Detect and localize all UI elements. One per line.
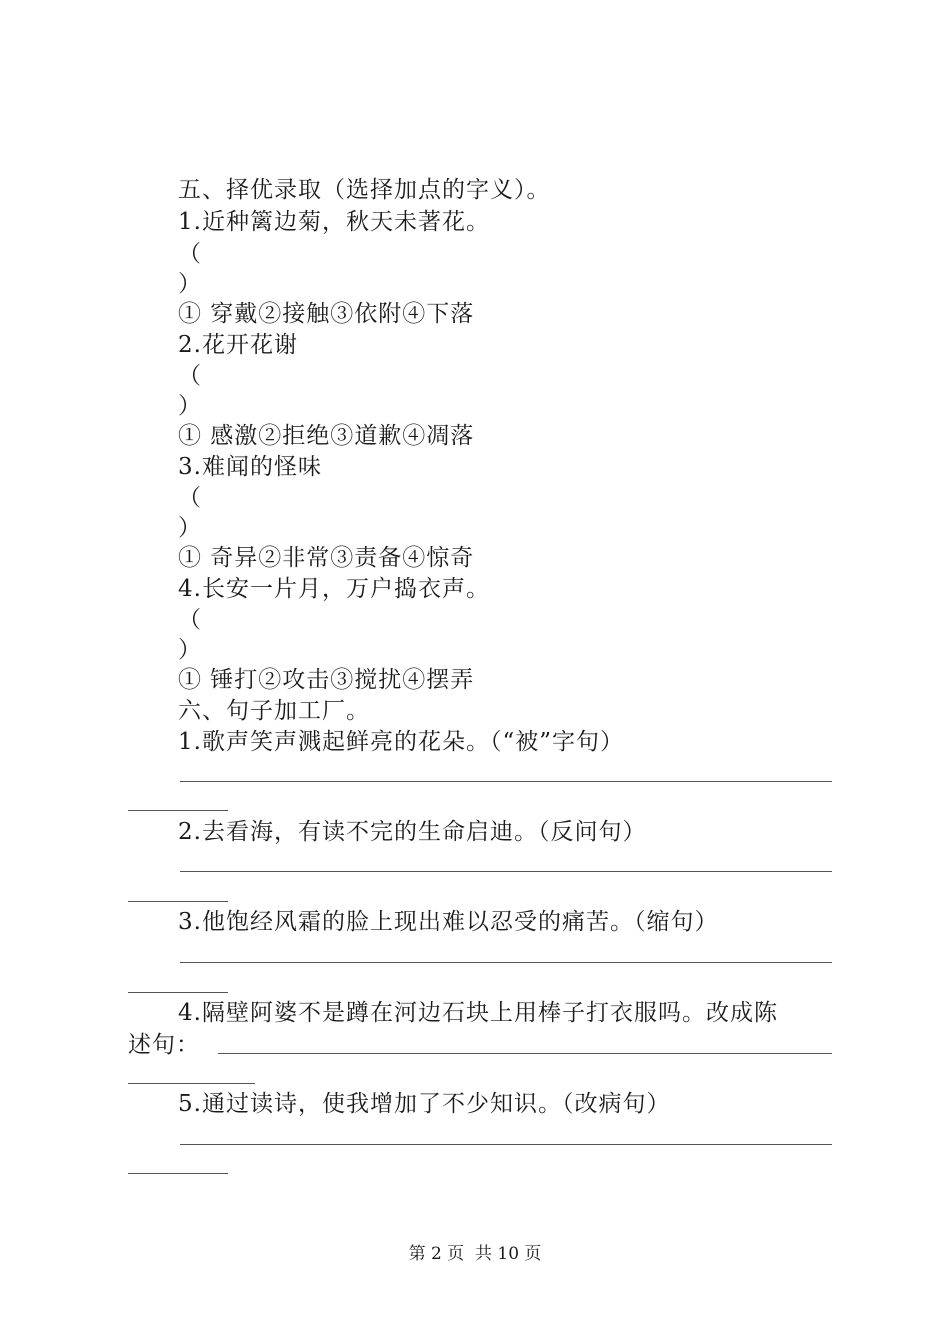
answer-line-4b[interactable] xyxy=(128,1083,255,1084)
answer-close-paren-3: ） xyxy=(178,515,202,541)
answer-line-1a[interactable] xyxy=(180,781,832,782)
answer-line-2b[interactable] xyxy=(128,901,228,902)
answer-line-2a[interactable] xyxy=(180,871,832,872)
sentence-4: 4.隔壁阿婆不是蹲在河边石块上用棒子打衣服吗。改成陈 xyxy=(178,1000,778,1026)
answer-close-paren-2: ） xyxy=(178,393,202,419)
options-1: ① 穿戴②接触③依附④下落 xyxy=(178,301,475,327)
options-3: ① 奇异②非常③责备④惊奇 xyxy=(178,545,475,571)
page-number: 第 2 页 共 10 页 xyxy=(408,1244,542,1264)
section6-heading: 六、句子加工厂。 xyxy=(178,698,370,724)
question-1: 1.近种篱边菊，秋天未著花。 xyxy=(178,209,490,235)
sentence-3: 3.他饱经风霜的脸上现出难以忍受的痛苦。（缩句） xyxy=(178,909,719,935)
page-footer xyxy=(0,1243,950,1265)
sentence-2: 2.去看海，有读不完的生命启迪。（反问句） xyxy=(178,819,647,845)
answer-line-3b[interactable] xyxy=(128,992,228,993)
options-4: ① 锤打②攻击③搅扰④摆弄 xyxy=(178,667,475,693)
question-3: 3.难闻的怪味 xyxy=(178,454,322,480)
answer-line-5a[interactable] xyxy=(180,1144,832,1145)
sentence-5: 5.通过读诗，使我增加了不少知识。（改病句） xyxy=(178,1091,671,1117)
sentence-1: 1.歌声笑声溅起鲜亮的花朵。（“被”字句） xyxy=(178,729,624,755)
answer-line-3a[interactable] xyxy=(180,962,832,963)
answer-line-1b[interactable] xyxy=(128,810,228,811)
answer-line-5b[interactable] xyxy=(128,1173,228,1174)
answer-close-paren-4: ） xyxy=(178,637,202,663)
answer-open-paren-1: （ xyxy=(178,241,202,267)
sentence-4-continuation: 述句： xyxy=(128,1032,200,1058)
answer-close-paren-1: ） xyxy=(178,271,202,297)
answer-line-4a[interactable] xyxy=(218,1053,832,1054)
question-4: 4.长安一片月，万户捣衣声。 xyxy=(178,576,490,602)
answer-open-paren-3: （ xyxy=(178,485,202,511)
options-2: ① 感激②拒绝③道歉④凋落 xyxy=(178,423,475,449)
section5-heading: 五、择优录取（选择加点的字义）。 xyxy=(178,177,551,203)
question-2: 2.花开花谢 xyxy=(178,332,298,358)
answer-open-paren-2: （ xyxy=(178,363,202,389)
answer-open-paren-4: （ xyxy=(178,607,202,633)
